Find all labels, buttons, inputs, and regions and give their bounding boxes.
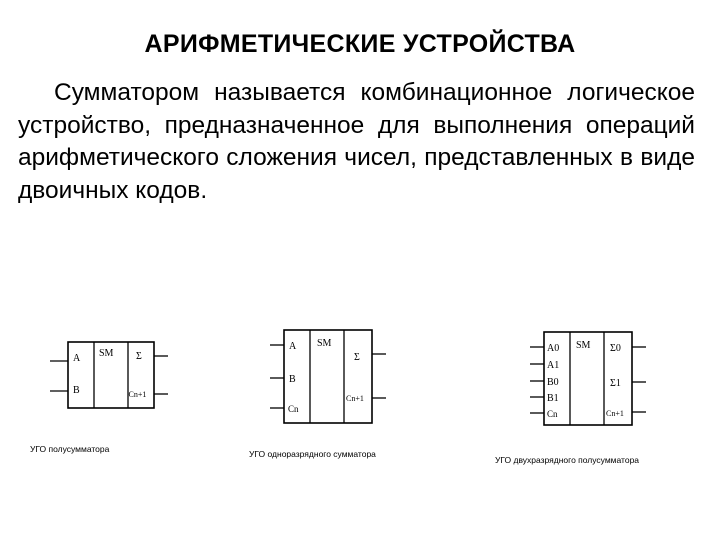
half-adder-output-carry: Cn+1 xyxy=(128,390,147,399)
two-bit-adder-output-carry: Cn+1 xyxy=(606,409,624,418)
full-adder-symbol xyxy=(262,328,392,428)
half-adder-function: SM xyxy=(99,348,114,359)
page-title: АРИФМЕТИЧЕСКИЕ УСТРОЙСТВА xyxy=(144,30,576,58)
two-bit-adder-input-b0: B0 xyxy=(547,377,559,388)
half-adder-symbol xyxy=(40,335,180,415)
half-adder-caption: УГО полусумматора xyxy=(30,444,110,454)
full-adder-input-cn: Cn xyxy=(288,404,299,414)
two-bit-adder-input-cn: Cn xyxy=(547,409,558,419)
full-adder-function: SM xyxy=(317,338,332,349)
two-bit-adder-function: SM xyxy=(576,340,591,351)
two-bit-adder-output-sum0: Σ0 xyxy=(610,343,621,354)
definition-paragraph: Сумматором называется комбинационное логическое устройство, предназначенное для выполнения операций арифметического сложения чисел, представленных в виде двоичных кодов. xyxy=(18,79,695,204)
half-adder-output-sum: Σ xyxy=(136,351,142,362)
two-bit-adder-symbol xyxy=(522,330,652,430)
full-adder-input-b: B xyxy=(289,374,296,385)
half-adder-input-b: B xyxy=(73,385,80,396)
full-adder-output-carry: Cn+1 xyxy=(346,394,364,403)
two-bit-adder-input-a1: A1 xyxy=(547,360,560,371)
full-adder-input-a: A xyxy=(289,341,297,352)
two-bit-adder-input-b1: B1 xyxy=(547,393,559,404)
full-adder-output-sum: Σ xyxy=(354,352,360,363)
full-adder-caption: УГО одноразрядного сумматора xyxy=(249,449,376,459)
half-adder-input-a: A xyxy=(73,353,81,364)
two-bit-adder-caption: УГО двухразрядного полусумматора xyxy=(495,455,640,465)
two-bit-adder-input-a0: A0 xyxy=(547,343,560,354)
two-bit-adder-output-sum1: Σ1 xyxy=(610,378,621,389)
